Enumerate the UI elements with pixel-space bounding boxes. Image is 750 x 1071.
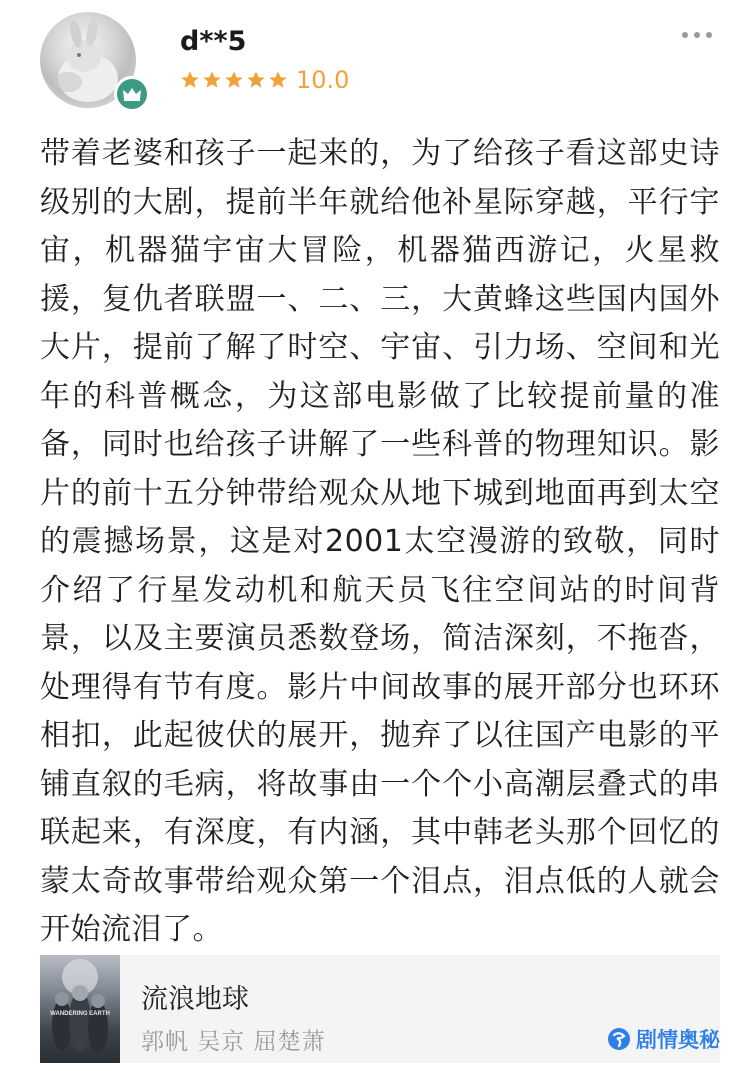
crown-badge-icon — [114, 76, 150, 112]
watermark — [607, 1024, 720, 1054]
movie-title[interactable]: 流浪地球 — [141, 984, 249, 1015]
watermark-text: 剧情奥秘 — [636, 1028, 720, 1052]
dot — [694, 32, 700, 38]
star-icon — [268, 70, 288, 90]
review-header — [0, 0, 750, 120]
rating-score: 10.0 — [296, 66, 350, 94]
star-rating — [180, 70, 288, 90]
dot — [682, 32, 688, 38]
review-text: 带着老婆和孩子一起来的，为了给孩子看这部史诗级别的大剧，提前半年就给他补星际穿越，平行宇宙，机器猫宇宙大冒险，机器猫西游记，火星救援，复仇者联盟一、二、三，大黄蜂这些国内国外大片，提前了解了时空、宇宙、引力场、空间和光年的科普概念，为这部电影做了比较提前量的准备，同时也给孩子讲解了一些科普的物理知识。影片的前十五分钟带给观众从地下城到地面再到太空的震撼场景，这是对2001太空漫游的致敬，同时介绍了行星发动机和航天员飞往空间站的时间背景，以及主要演员悉数登场，简洁深刻，不拖沓，处理得有节有度。影片中间故事的展开部分也环环相扣，此起彼伏的展开，抛弃了以往国产电影的平铺直叙的毛病，将故事由一个个小高潮层叠式的串联起来，有深度，有内涵，其中韩老头那个回忆的蒙太奇故事带给观众第一个泪点，泪点低的人就会开始流泪了。 — [40, 136, 720, 947]
star-icon — [202, 70, 222, 90]
watermark-logo-icon — [607, 1027, 631, 1051]
star-icon — [180, 70, 200, 90]
username[interactable]: d**5 — [180, 26, 247, 57]
movie-cast: 郭帆 吴京 屈楚萧 — [141, 1029, 326, 1055]
poster-title: WANDERING EARTH — [50, 1011, 110, 1017]
movie-poster — [40, 955, 120, 1063]
star-icon — [224, 70, 244, 90]
star-icon — [246, 70, 266, 90]
more-dots-icon[interactable] — [682, 32, 712, 38]
dot — [706, 32, 712, 38]
rating — [180, 66, 349, 94]
